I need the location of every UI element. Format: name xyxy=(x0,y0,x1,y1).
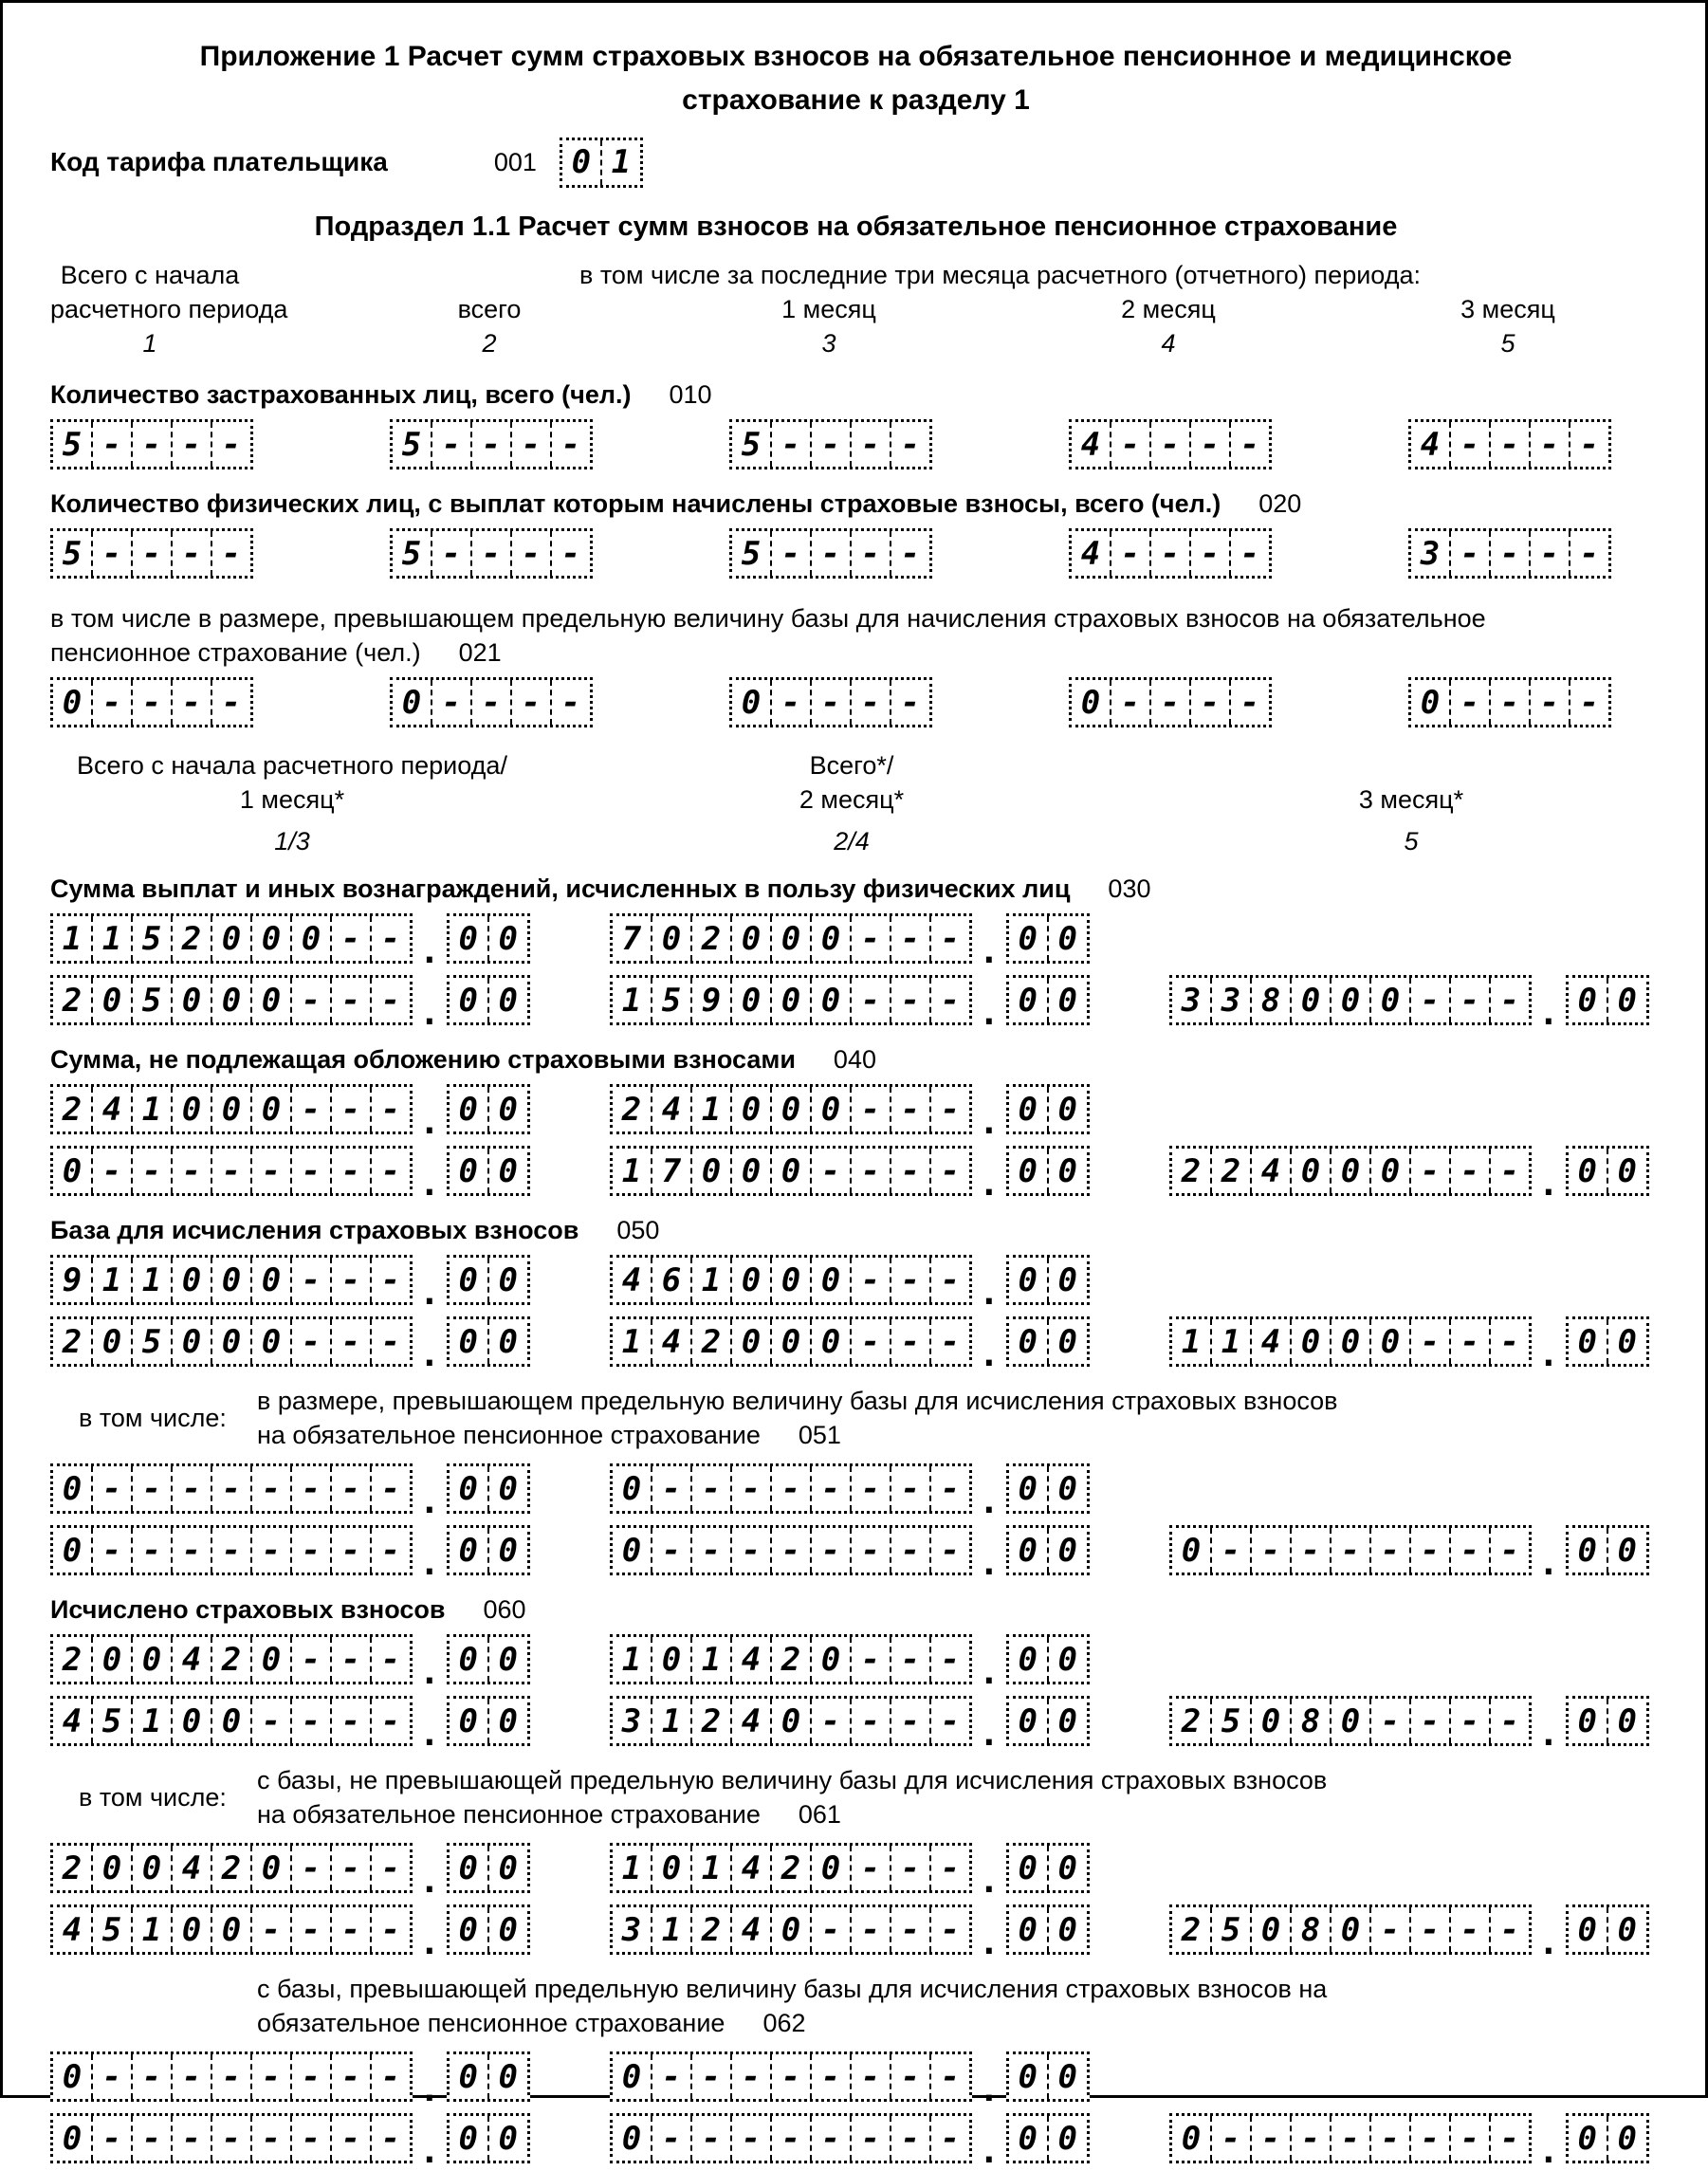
amount-col-number-1: 1/3 xyxy=(274,827,310,856)
field-061-line1-col1[interactable]: 2 0 0 4 2 0 - - - . 0 0 xyxy=(50,1843,530,1893)
tariff-line-code: 001 xyxy=(493,147,537,176)
field-021-col5[interactable]: 0 - - - - xyxy=(1408,677,1611,727)
subsection-title: Подраздел 1.1 Расчет сумм взносов на обязательное пенсионное страхование xyxy=(314,212,1398,242)
row-060-code: 060 xyxy=(483,1595,526,1624)
count-header-month-1: 1 месяц xyxy=(781,295,876,323)
field-051-line2-col1[interactable]: 0 - - - - - - - - . 0 0 xyxy=(50,1525,530,1575)
field-050-line1-col2[interactable]: 4 6 1 0 0 0 - - - . 0 0 xyxy=(610,1255,1090,1305)
count-col-number-4: 4 xyxy=(1161,329,1176,358)
field-021-col3[interactable]: 0 - - - - xyxy=(729,677,932,727)
field-060-line2-col2[interactable]: 3 1 2 4 0 - - - - . 0 0 xyxy=(610,1696,1090,1746)
count-header-month-total: всего xyxy=(457,295,522,323)
count-col-number-2: 2 xyxy=(482,329,497,358)
row-040-label: Сумма, не подлежащая обложению страховыми взносами xyxy=(50,1045,796,1074)
row-061 xyxy=(50,1763,1662,1962)
row-030 xyxy=(50,872,1662,1033)
field-030-line2-col1[interactable]: 2 0 5 0 0 0 - - - . 0 0 xyxy=(50,975,530,1025)
row-051-code: 051 xyxy=(798,1421,841,1449)
row-061-label: с базы, не превышающей предельную величину базы для исчисления страховых взносов на обязательное пенсионное страхование xyxy=(257,1766,1328,1829)
row-061-side-label: в том числе: xyxy=(79,1782,227,1812)
field-050-line1-col1[interactable]: 9 1 1 0 0 0 - - - . 0 0 xyxy=(50,1255,530,1305)
row-050-code: 050 xyxy=(616,1216,660,1244)
field-020-col3[interactable]: 5 - - - - xyxy=(729,528,932,579)
amount-col-number-2: 2/4 xyxy=(834,827,870,856)
field-040-line2-col1[interactable]: 0 - - - - - - - - . 0 0 xyxy=(50,1146,530,1196)
row-061-code: 061 xyxy=(798,1800,841,1829)
amount-header-col2-line1: Всего*/ xyxy=(809,751,894,780)
row-021-code: 021 xyxy=(458,638,502,667)
count-header-col1-line2: расчетного периода xyxy=(50,295,288,323)
count-header-span-label: в том числе за последние три месяца расчетного (отчетного) периода: xyxy=(579,261,1421,289)
amount-header-col3-line1 xyxy=(1169,748,1653,782)
amount-header-col3-line2: 3 месяц* xyxy=(1358,785,1464,814)
field-010-col4[interactable]: 4 - - - - xyxy=(1069,419,1272,469)
count-col-number-1: 1 xyxy=(142,329,157,358)
field-020-col1[interactable]: 5 - - - - xyxy=(50,528,253,579)
count-col-number-5: 5 xyxy=(1500,329,1515,358)
row-051-side-label: в том числе: xyxy=(79,1403,227,1432)
row-040 xyxy=(50,1042,1662,1204)
row-020 xyxy=(50,487,1662,579)
field-062-line2-col2[interactable]: 0 - - - - - - - - . 0 0 xyxy=(610,2113,1090,2163)
row-050-label: База для исчисления страховых взносов xyxy=(50,1216,579,1244)
form-title-line2: страхование к разделу 1 xyxy=(682,84,1030,116)
row-051 xyxy=(50,1384,1662,1583)
amount-header-col1-line2: 1 месяц* xyxy=(239,785,345,814)
row-021 xyxy=(50,601,1662,727)
row-062-label: с базы, превышающей предельную величину базы для исчисления страховых взносов на обязательное пенсионное страхование xyxy=(257,1975,1328,2037)
row-021-label: в том числе в размере, превышающем предельную величину базы для начисления страховых взносов на обязательное пенсионное страхование (чел.) xyxy=(50,604,1486,667)
row-040-code: 040 xyxy=(833,1045,876,1074)
count-col-number-3: 3 xyxy=(821,329,836,358)
field-060-line2-col3[interactable]: 2 5 0 8 0 - - - - . 0 0 xyxy=(1169,1696,1649,1746)
count-header-col1-line1: Всего с начала xyxy=(60,261,240,289)
field-030-line1-col1[interactable]: 1 1 5 2 0 0 0 - - . 0 0 xyxy=(50,913,530,964)
field-051-line1-col1[interactable]: 0 - - - - - - - - . 0 0 xyxy=(50,1463,530,1514)
field-061-line2-col1[interactable]: 4 5 1 0 0 - - - - . 0 0 xyxy=(50,1904,530,1955)
field-021-col2[interactable]: 0 - - - - xyxy=(390,677,593,727)
field-010-col1[interactable]: 5 - - - - xyxy=(50,419,253,469)
count-header-month-2: 2 месяц xyxy=(1121,295,1216,323)
form-title-line1: Приложение 1 Расчет сумм страховых взносов на обязательное пенсионное и медицинское xyxy=(199,41,1513,72)
field-020-col2[interactable]: 5 - - - - xyxy=(390,528,593,579)
row-051-label: в размере, превышающем предельную величину базы для исчисления страховых взносов на обязательное пенсионное страхование xyxy=(257,1387,1338,1449)
field-021-col1[interactable]: 0 - - - - xyxy=(50,677,253,727)
row-060-label: Исчислено страховых взносов xyxy=(50,1595,446,1624)
field-010-col5[interactable]: 4 - - - - xyxy=(1408,419,1611,469)
form-title xyxy=(50,35,1662,122)
field-061-line2-col2[interactable]: 3 1 2 4 0 - - - - . 0 0 xyxy=(610,1904,1090,1955)
field-030-line2-col2[interactable]: 1 5 9 0 0 0 - - - . 0 0 xyxy=(610,975,1090,1025)
count-columns-header xyxy=(50,258,1662,360)
field-040-line1-col1[interactable]: 2 4 1 0 0 0 - - - . 0 0 xyxy=(50,1084,530,1134)
row-010-code: 010 xyxy=(669,380,712,409)
row-010-label: Количество застрахованных лиц, всего (чел.) xyxy=(50,380,632,409)
row-030-code: 030 xyxy=(1108,874,1151,903)
tariff-code-field[interactable]: 0 1 xyxy=(560,138,643,188)
field-021-col4[interactable]: 0 - - - - xyxy=(1069,677,1272,727)
field-050-line2-col1[interactable]: 2 0 5 0 0 0 - - - . 0 0 xyxy=(50,1316,530,1367)
amount-header-col2-line2: 2 месяц* xyxy=(799,785,905,814)
tariff-row xyxy=(50,136,1662,189)
field-062-line1-col2[interactable]: 0 - - - - - - - - . 0 0 xyxy=(610,2051,1090,2102)
row-062 xyxy=(50,1972,1662,2171)
row-050 xyxy=(50,1213,1662,1374)
field-030-line1-col2[interactable]: 7 0 2 0 0 0 - - - . 0 0 xyxy=(610,913,1090,964)
amount-header-col1-line1: Всего с начала расчетного периода/ xyxy=(77,751,507,780)
field-060-line2-col1[interactable]: 4 5 1 0 0 - - - - . 0 0 xyxy=(50,1696,530,1746)
field-050-line2-col3[interactable]: 1 1 4 0 0 0 - - - . 0 0 xyxy=(1169,1316,1649,1367)
field-020-col4[interactable]: 4 - - - - xyxy=(1069,528,1272,579)
count-header-month-3: 3 месяц xyxy=(1460,295,1555,323)
field-060-line1-col2[interactable]: 1 0 1 4 2 0 - - - . 0 0 xyxy=(610,1634,1090,1684)
field-060-line1-col1[interactable]: 2 0 0 4 2 0 - - - . 0 0 xyxy=(50,1634,530,1684)
row-060 xyxy=(50,1592,1662,1754)
field-030-line2-col3[interactable]: 3 3 8 0 0 0 - - - . 0 0 xyxy=(1169,975,1649,1025)
tariff-label: Код тарифа плательщика xyxy=(50,147,388,176)
field-061-line2-col3[interactable]: 2 5 0 8 0 - - - - . 0 0 xyxy=(1169,1904,1649,1955)
row-020-label: Количество физических лиц, с выплат которым начислены страховые взносы, всего (чел.) xyxy=(50,489,1221,518)
field-062-line2-col3[interactable]: 0 - - - - - - - - . 0 0 xyxy=(1169,2113,1649,2163)
field-020-col5[interactable]: 3 - - - - xyxy=(1408,528,1611,579)
field-040-line2-col2[interactable]: 1 7 0 0 0 - - - - . 0 0 xyxy=(610,1146,1090,1196)
row-020-code: 020 xyxy=(1258,489,1302,518)
field-062-line1-col1[interactable]: 0 - - - - - - - - . 0 0 xyxy=(50,2051,530,2102)
field-050-line2-col2[interactable]: 1 4 2 0 0 0 - - - . 0 0 xyxy=(610,1316,1090,1367)
field-010-col3[interactable]: 5 - - - - xyxy=(729,419,932,469)
amount-columns-header xyxy=(50,748,1662,858)
field-010-col2[interactable]: 5 - - - - xyxy=(390,419,593,469)
field-061-line1-col2[interactable]: 1 0 1 4 2 0 - - - . 0 0 xyxy=(610,1843,1090,1893)
amount-col-number-3: 5 xyxy=(1404,827,1419,856)
field-051-line2-col2[interactable]: 0 - - - - - - - - . 0 0 xyxy=(610,1525,1090,1575)
row-010 xyxy=(50,377,1662,469)
field-051-line2-col3[interactable]: 0 - - - - - - - - . 0 0 xyxy=(1169,1525,1649,1575)
field-062-line2-col1[interactable]: 0 - - - - - - - - . 0 0 xyxy=(50,2113,530,2163)
field-040-line2-col3[interactable]: 2 2 4 0 0 0 - - - . 0 0 xyxy=(1169,1146,1649,1196)
row-030-label: Сумма выплат и иных вознаграждений, исчисленных в пользу физических лиц xyxy=(50,874,1071,903)
field-040-line1-col2[interactable]: 2 4 1 0 0 0 - - - . 0 0 xyxy=(610,1084,1090,1134)
row-062-code: 062 xyxy=(762,2009,806,2037)
field-051-line1-col2[interactable]: 0 - - - - - - - - . 0 0 xyxy=(610,1463,1090,1514)
